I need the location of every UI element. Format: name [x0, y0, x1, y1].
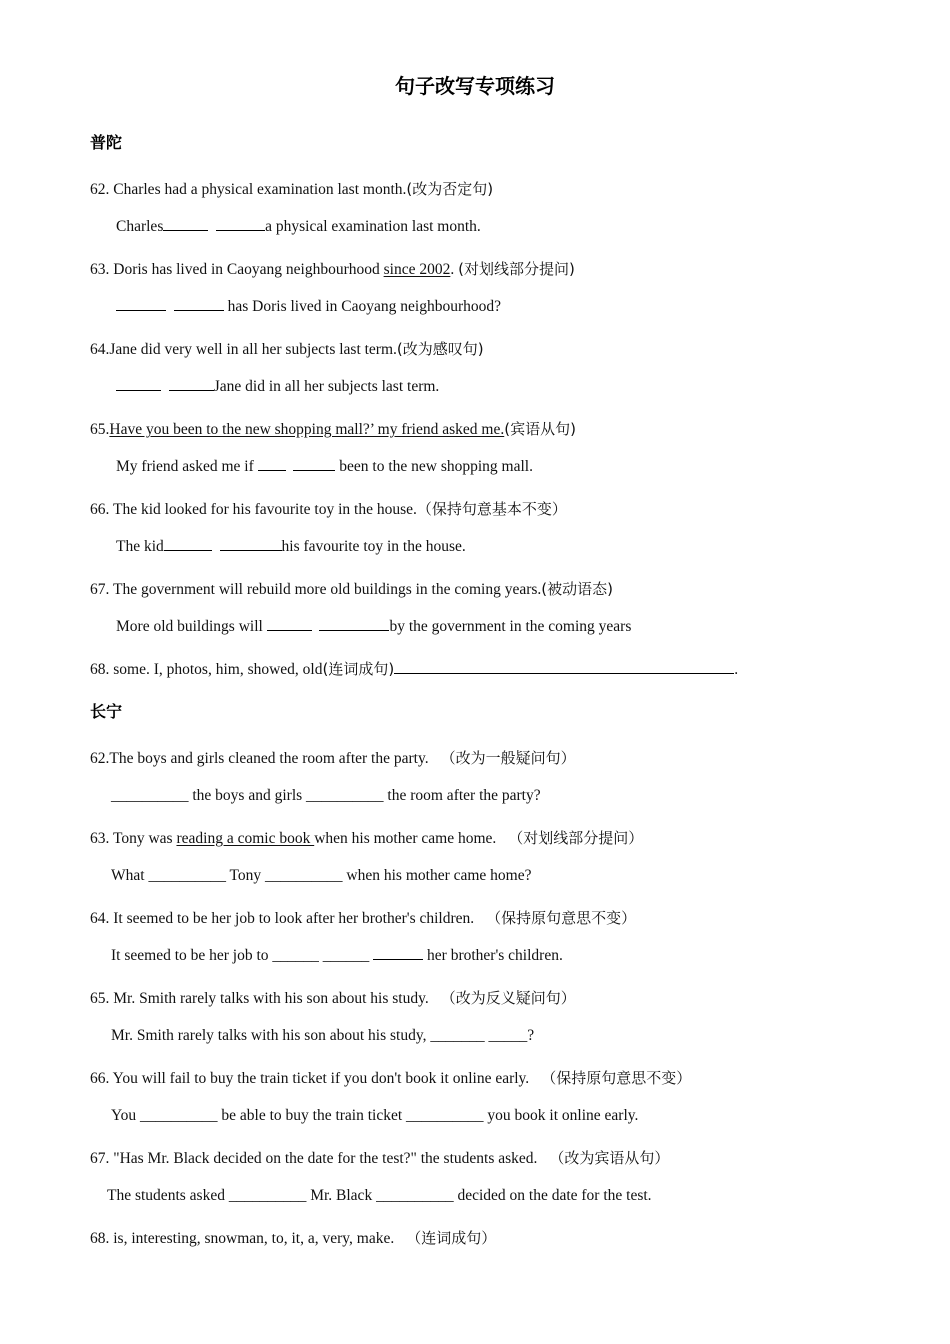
question-hint: (对划线部分提问)	[458, 260, 575, 278]
answer-prefix: It seemed to be her job to ______ ______	[111, 947, 374, 964]
question-text: 68. is, interesting, snowman, to, it, a, very, make.	[90, 1230, 395, 1247]
answer-suffix: has Doris lived in Caoyang neighbourhood?	[223, 298, 501, 315]
question-63-putuo	[90, 258, 575, 279]
underlined-part: since 2002	[383, 261, 451, 278]
answer-64-putuo	[116, 378, 439, 396]
question-hint: （保持原句意思不变）	[541, 1069, 692, 1087]
question-text: 67. "Has Mr. Black decided on the date for the test?" the students asked.	[90, 1150, 538, 1167]
answer-blank[interactable]	[293, 458, 335, 471]
answer-blank[interactable]	[267, 618, 312, 631]
answer-65-putuo	[116, 458, 533, 476]
page-title: 句子改写专项练习	[395, 74, 555, 98]
answer-suffix: been to the new shopping mall.	[335, 458, 533, 475]
question-text-end: .	[450, 261, 459, 278]
question-hint: （改为一般疑问句）	[440, 749, 576, 767]
answer-blank[interactable]	[116, 378, 161, 391]
answer-63-changning[interactable]: What __________ Tony __________ when his mother came home?	[111, 867, 532, 884]
answer-suffix: a physical examination last month.	[265, 218, 481, 235]
question-hint: （连词成句）	[406, 1229, 497, 1247]
answer-blank[interactable]	[373, 947, 423, 960]
answer-suffix: by the government in the coming years	[389, 618, 632, 635]
question-64-putuo	[90, 338, 484, 359]
answer-blank[interactable]	[116, 298, 166, 311]
question-hint: (连词成句)	[322, 660, 395, 678]
question-66-changning	[90, 1067, 691, 1088]
answer-prefix: Charles	[116, 218, 164, 235]
question-text: 66. The kid looked for his favourite toy in the house.	[90, 501, 417, 518]
question-hint: （改为反义疑问句）	[440, 989, 576, 1007]
question-64-changning	[90, 907, 636, 928]
question-text: 66. You will fail to buy the train ticket if you don't book it online early.	[90, 1070, 530, 1087]
question-hint: （保持句意基本不变）	[416, 500, 567, 518]
answer-blank[interactable]	[163, 218, 208, 231]
question-65-changning	[90, 987, 576, 1008]
question-text: 64.Jane did very well in all her subjects last term.	[90, 341, 397, 358]
section-heading-putuo: 普陀	[90, 133, 123, 152]
answer-blank[interactable]	[220, 538, 282, 551]
answer-62-changning[interactable]: __________ the boys and girls __________ the room after the party?	[111, 787, 541, 804]
answer-end: .	[734, 661, 739, 678]
question-hint: (宾语从句)	[504, 420, 576, 438]
answer-blank[interactable]	[174, 298, 224, 311]
question-text: 63. Doris has lived in Caoyang neighbourhood	[90, 261, 384, 278]
answer-prefix: My friend asked me if	[116, 458, 258, 475]
question-68-changning	[90, 1227, 496, 1248]
answer-suffix: Jane did in all her subjects last term.	[213, 378, 440, 395]
question-66-putuo	[90, 498, 567, 519]
answer-65-changning[interactable]: Mr. Smith rarely talks with his son about his study, _______ _____?	[111, 1027, 535, 1044]
question-hint: （改为宾语从句）	[549, 1149, 670, 1167]
answer-suffix: his favourite toy in the house.	[281, 538, 466, 555]
question-67-changning	[90, 1147, 669, 1168]
question-text: 65.	[90, 421, 110, 438]
question-hint: (被动语态)	[541, 580, 614, 598]
question-text: 62.The boys and girls cleaned the room after the party.	[90, 750, 429, 767]
question-hint: (改为否定句)	[406, 180, 494, 198]
answer-blank[interactable]	[258, 458, 286, 471]
question-text: 63. Tony was	[90, 830, 177, 847]
question-63-changning	[90, 827, 643, 848]
question-62-changning	[90, 747, 576, 768]
answer-67-changning[interactable]: The students asked __________ Mr. Black __________ decided on the date for the test.	[107, 1187, 652, 1204]
question-text: 67. The government will rebuild more old buildings in the coming years.	[90, 581, 542, 598]
answer-blank[interactable]	[319, 618, 389, 631]
question-hint: （对划线部分提问）	[508, 829, 644, 847]
answer-67-putuo	[116, 618, 631, 636]
answer-suffix: her brother's children.	[423, 947, 563, 964]
question-hint: （保持原句意思不变）	[486, 909, 637, 927]
question-62-putuo	[90, 178, 493, 199]
question-text: 68. some. I, photos, him, showed, old	[90, 661, 323, 678]
underlined-part: reading a comic book	[176, 830, 315, 847]
answer-62-putuo	[116, 218, 481, 236]
answer-blank[interactable]	[216, 218, 265, 231]
question-hint: (改为感叹句)	[396, 340, 484, 358]
answer-blank[interactable]	[169, 378, 214, 391]
question-text: 64. It seemed to be her job to look after her brother's children.	[90, 910, 475, 927]
answer-blank-long[interactable]	[394, 661, 734, 674]
answer-63-putuo	[116, 298, 501, 316]
underlined-part: Have you been to the new shopping mall?’ my friend asked me.	[109, 421, 505, 438]
question-text: 65. Mr. Smith rarely talks with his son about his study.	[90, 990, 429, 1007]
question-text: 62. Charles had a physical examination last month.	[90, 181, 407, 198]
answer-prefix: The kid	[116, 538, 164, 555]
question-67-putuo	[90, 578, 613, 599]
question-65-putuo	[90, 418, 576, 439]
section-heading-changning: 长宁	[90, 702, 123, 721]
question-68-putuo	[90, 658, 738, 679]
answer-prefix: More old buildings will	[116, 618, 267, 635]
answer-blank[interactable]	[164, 538, 212, 551]
answer-66-changning[interactable]: You __________ be able to buy the train ticket __________ you book it online early.	[111, 1107, 639, 1124]
answer-64-changning	[111, 947, 563, 965]
question-text-end: when his mother came home.	[314, 830, 497, 847]
answer-66-putuo	[116, 538, 466, 556]
